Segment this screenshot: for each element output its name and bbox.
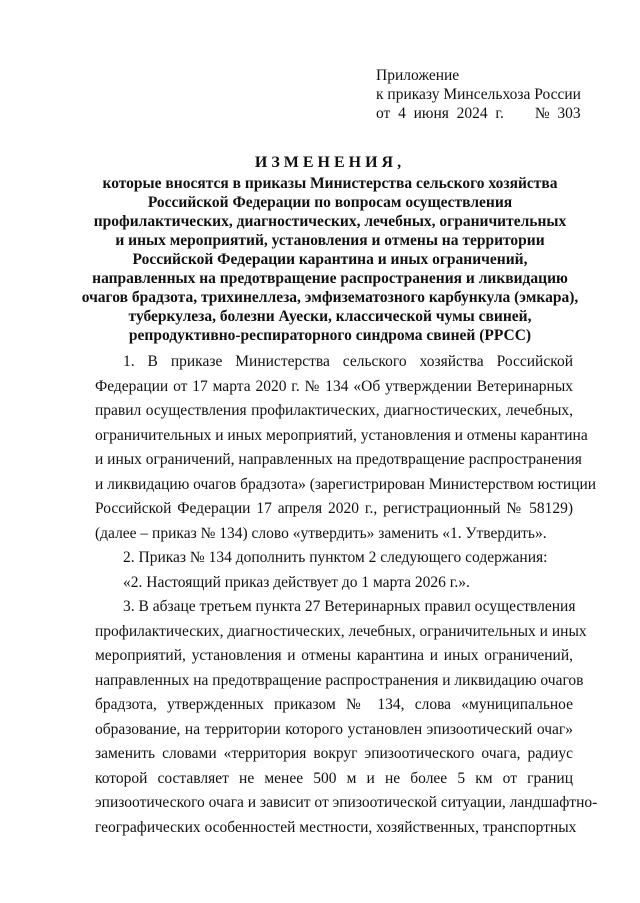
appendix-header (376, 66, 581, 123)
paragraph-quote: «2. Настоящий приказ действует до 1 марта 2026 г.». (123, 573, 470, 591)
paragraph-line: правил осуществления профилактических, диагностических, лечебных, (95, 402, 573, 419)
title-line: профилактических, диагностических, лечебных, ограничительных (93, 213, 567, 230)
title-line: направленных на предотвращение распространения и ликвидацию (92, 270, 568, 287)
paragraph-line: 2. Приказ № 134 дополнить пунктом 2 следующего содержания: (123, 549, 548, 566)
paragraph-line: брадзота, утвержденных приказом № 134, слова «муниципальное (95, 696, 573, 713)
paragraph-line: (далее – приказ № 134) слово «утвердить» заменить «1. Утвердить». (95, 524, 547, 542)
title-line: репродуктивно-респираторного синдрома свиней (РРСС) (128, 327, 532, 344)
title-heading: ИЗМЕНЕНИЯ, (254, 154, 406, 171)
paragraph-line: и иных ограничений, направленных на предотвращение распространения (95, 451, 582, 468)
paragraph-3 (95, 595, 598, 840)
title-line: и иных мероприятий, установления и отмены на территории (115, 232, 545, 249)
paragraph-line: ограничительных и иных мероприятий, установления и отмены карантина (95, 426, 588, 444)
paragraph-line: географических особенностей местности, хозяйственных, транспортных (95, 818, 577, 836)
paragraph-line: Российской Федерации 17 апреля 2020 г., регистрационный № 58129) (95, 500, 573, 517)
appendix-order-reference: к приказу Минсельхоза России (376, 86, 581, 103)
paragraph-line: образование, на территории которого установлен эпизоотический очаг» (95, 720, 573, 738)
title-line: очагов брадзота, трихинеллеза, эмфизематозного карбункула (эмкара), (81, 289, 579, 306)
title-line: Российской Федерации карантина и иных ограничений, (132, 251, 528, 268)
title-line: Российской Федерации по вопросам осуществления (147, 194, 513, 211)
paragraph-line: профилактических, диагностических, лечебных, ограничительных и иных (95, 622, 587, 640)
title-line: туберкулеза, болезни Ауески, классической чумы свиней, (128, 308, 532, 325)
title-subtitle (60, 174, 600, 345)
paragraph-line: которой составляет не менее 500 м и не более 5 км от границ (95, 769, 573, 787)
appendix-label: Приложение (376, 67, 460, 84)
title-line: которые вносятся в приказы Министерства сельского хозяйства (102, 175, 558, 192)
paragraph-line: эпизоотического очага и зависит от эпизоотической ситуации, ландшафтно- (95, 794, 598, 811)
paragraph-line: мероприятий, установления и отмены карантина и иных ограничений, (95, 647, 573, 664)
paragraph-line: 3. В абзаце третьем пункта 27 Ветеринарных правил осуществления (123, 598, 576, 615)
paragraph-line: заменить словами «территория вокруг эпизоотического очага, радиус (95, 745, 573, 762)
paragraph-line: и ликвидацию очагов брадзота» (зарегистрирован Министерством юстиции (95, 475, 597, 493)
paragraph-1 (95, 350, 597, 546)
appendix-order-date-number: от 4 июня 2024 г. № 303 (376, 105, 581, 122)
paragraph-line: 1. В приказе Министерства сельского хозяйства Российской (123, 353, 573, 370)
paragraph-line: Федерации от 17 марта 2020 г. № 134 «Об утверждении Ветеринарных (95, 377, 573, 395)
paragraph-2 (95, 546, 573, 595)
document-title (60, 152, 600, 345)
paragraph-line: направленных на предотвращение распространения и ликвидацию очагов (95, 671, 584, 689)
